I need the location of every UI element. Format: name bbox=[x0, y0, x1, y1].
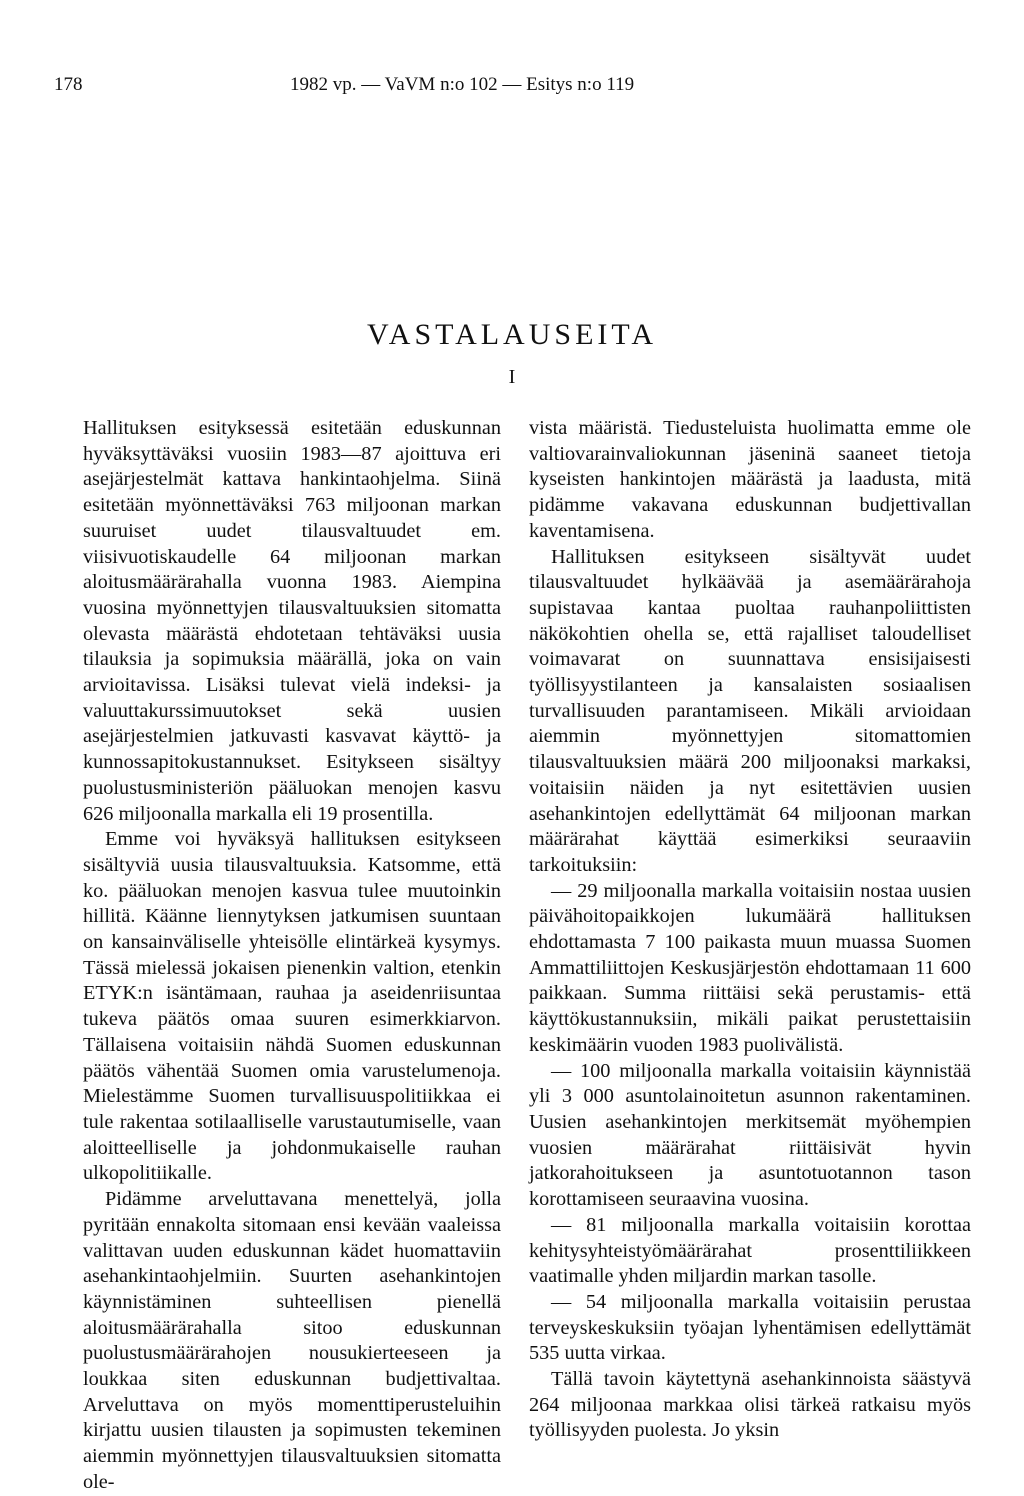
page-header bbox=[54, 74, 974, 104]
list-item: — 81 miljoonalla markalla voitaisiin korottaa kehitysyhteistyömäärärahat prosenttiliikkeen vaatimalle yhden miljardin markan tasolle. bbox=[529, 1213, 971, 1288]
list-item: — 100 miljoonalla markalla voitaisiin käynnistää yli 3 000 asuntolainoitetun asunnon rakentaminen. Uusien asehankintojen merkitsemät myöhempien vuosien määrärahat riittäisivät hyvin jatkorahoitukseen ja asuntotuotannon tason korottamiseen seuraavina vuosina. bbox=[529, 1059, 971, 1211]
running-head: 1982 vp. — VaVM n:o 102 — Esitys n:o 119 bbox=[290, 74, 635, 95]
list-item: — 29 miljoonalla markalla voitaisiin nostaa uusien päivähoitopaikkojen lukumäärä hallituksen ehdottamasta 7 100 paikasta muun muassa Suomen Ammattiliittojen Keskusjärjestön ehdottamaan 11 600 paikkaan. Summa riittäisi sekä perustamis- että käyttökustannuksiin, mikäli paikat perustettaisiin keskimäärin vuoden 1983 puolivälistä. bbox=[529, 879, 971, 1056]
paragraph: Tällä tavoin käytettynä asehankinnoista säästyvä 264 miljoonaa markkaa olisi tärkeä ratkaisu myös työllisyyden puolesta. Jo yksin bbox=[529, 1368, 971, 1442]
paragraph: Emme voi hyväksyä hallituksen esitykseen sisältyviä uusia tilausvaltuuksia. Katsomme, että ko. pääluokan menojen kasvua tulee muutoinkin hillitä. Käänne liennytyksen jatkumisen suuntaan on kansainväliselle yhteisölle elintärkeä kysymys. Tässä mielessä jokaisen pienenkin valtion, etenkin ETYK:n isäntämaan, rauhaa ja aseidenriisuntaa tukeva päätös omaa suuren esimerkkiarvon. Tällaisena voitaisiin nähdä Suomen eduskunnan päätös vähentää Suomen omia varustelumenoja. Mielestämme Suomen turvallisuuspolitiikkaa ei tule rakentaa sotilaalliselle varustautumiselle, vaan aloitteelliselle ja johdonmukaiselle rauhan ulkopolitiikalle. bbox=[83, 828, 501, 1185]
section-title: VASTALAUSEITA bbox=[367, 318, 657, 351]
list-item: — 54 miljoonalla markalla voitaisiin perustaa terveyskeskuksiin työajan lyhentämisen edellyttämät 535 uutta virkaa. bbox=[529, 1290, 971, 1365]
left-column bbox=[83, 416, 501, 1496]
paragraph: vista määristä. Tiedusteluista huolimatta emme ole valtiovarainvaliokunnan jäseninä saaneet tietoja kyseisten hankintojen määrästä ja laadusta, mitä pidämme vakavana eduskunnan budjettivallan kaventamisena. bbox=[529, 417, 971, 542]
paragraph: Hallituksen esityksessä esitetään eduskunnan hyväksyttäväksi vuosiin 1983—87 ajoittuva eri asejärjestelmät kattava hankintaohjelma. Siinä esitetään myönnettäväksi 763 miljoonan markan suuruiset uudet tilausvaltuudet em. viisivuotiskaudelle 64 miljoonan markan aloitusmäärärahalla vuonna 1983. Aiempina vuosina myönnettyjen tilausvaltuuksien sitomatta olevasta määrästä ehdotetaan tehtäväksi uusia tilauksia ja sopimuksia määrällä, joka on vain arvioitavissa. Lisäksi tulevat vielä indeksi- ja valuuttakurssimuutokset sekä uusien asejärjestelmien jatkuvasti kasvavat käyttö- ja kunnossapitokustannukset. Esitykseen sisältyy puolustusministeriön pääluokan menojen kasvu 626 miljoonalla markalla eli 19 prosentilla. bbox=[83, 417, 501, 825]
section-numeral: I bbox=[508, 366, 516, 388]
paragraph: Hallituksen esitykseen sisältyvät uudet tilausvaltuudet hylkäävää ja asemäärärahoja supistavaa kantaa puoltaa rauhanpoliittisten näkökohtien ohella se, että rajalliset taloudelliset voimavarat on suunnattava ensisijaisesti työllisyystilanteen ja kansalaisten sosiaalisen turvallisuuden parantamiseen. Mikäli arvioidaan aiemmin myönnettyjen sitomattomien tilausvaltuuksien määrä 200 miljoonaksi markaksi, voitaisiin näiden ja nyt esitettävien uusien asehankintojen edellyttämät 64 miljoonan markan määrärahat käyttää esimerkiksi seuraaviin tarkoituksiin: bbox=[529, 545, 971, 876]
right-column bbox=[529, 416, 971, 1444]
paragraph: Pidämme arveluttavana menettelyä, jolla pyritään ennakolta sitomaan ensi kevään vaaleissa valittavan uuden eduskunnan kädet huomattaviin asehankintaohjelmiin. Suurten asehankintojen käynnistäminen suhteellisen pienellä aloitusmäärärahalla sitoo eduskunnan puolustusmäärärahojen nousukierteeseen ja loukkaa siten eduskunnan budjettivaltaa. Arveluttava on myös momenttiperusteluihin kirjattu uusien tilausten ja sopimusten tekeminen aiemmin myönnettyjen tilausvaltuuksien sitomatta ole- bbox=[83, 1188, 501, 1493]
page-number: 178 bbox=[54, 74, 83, 95]
